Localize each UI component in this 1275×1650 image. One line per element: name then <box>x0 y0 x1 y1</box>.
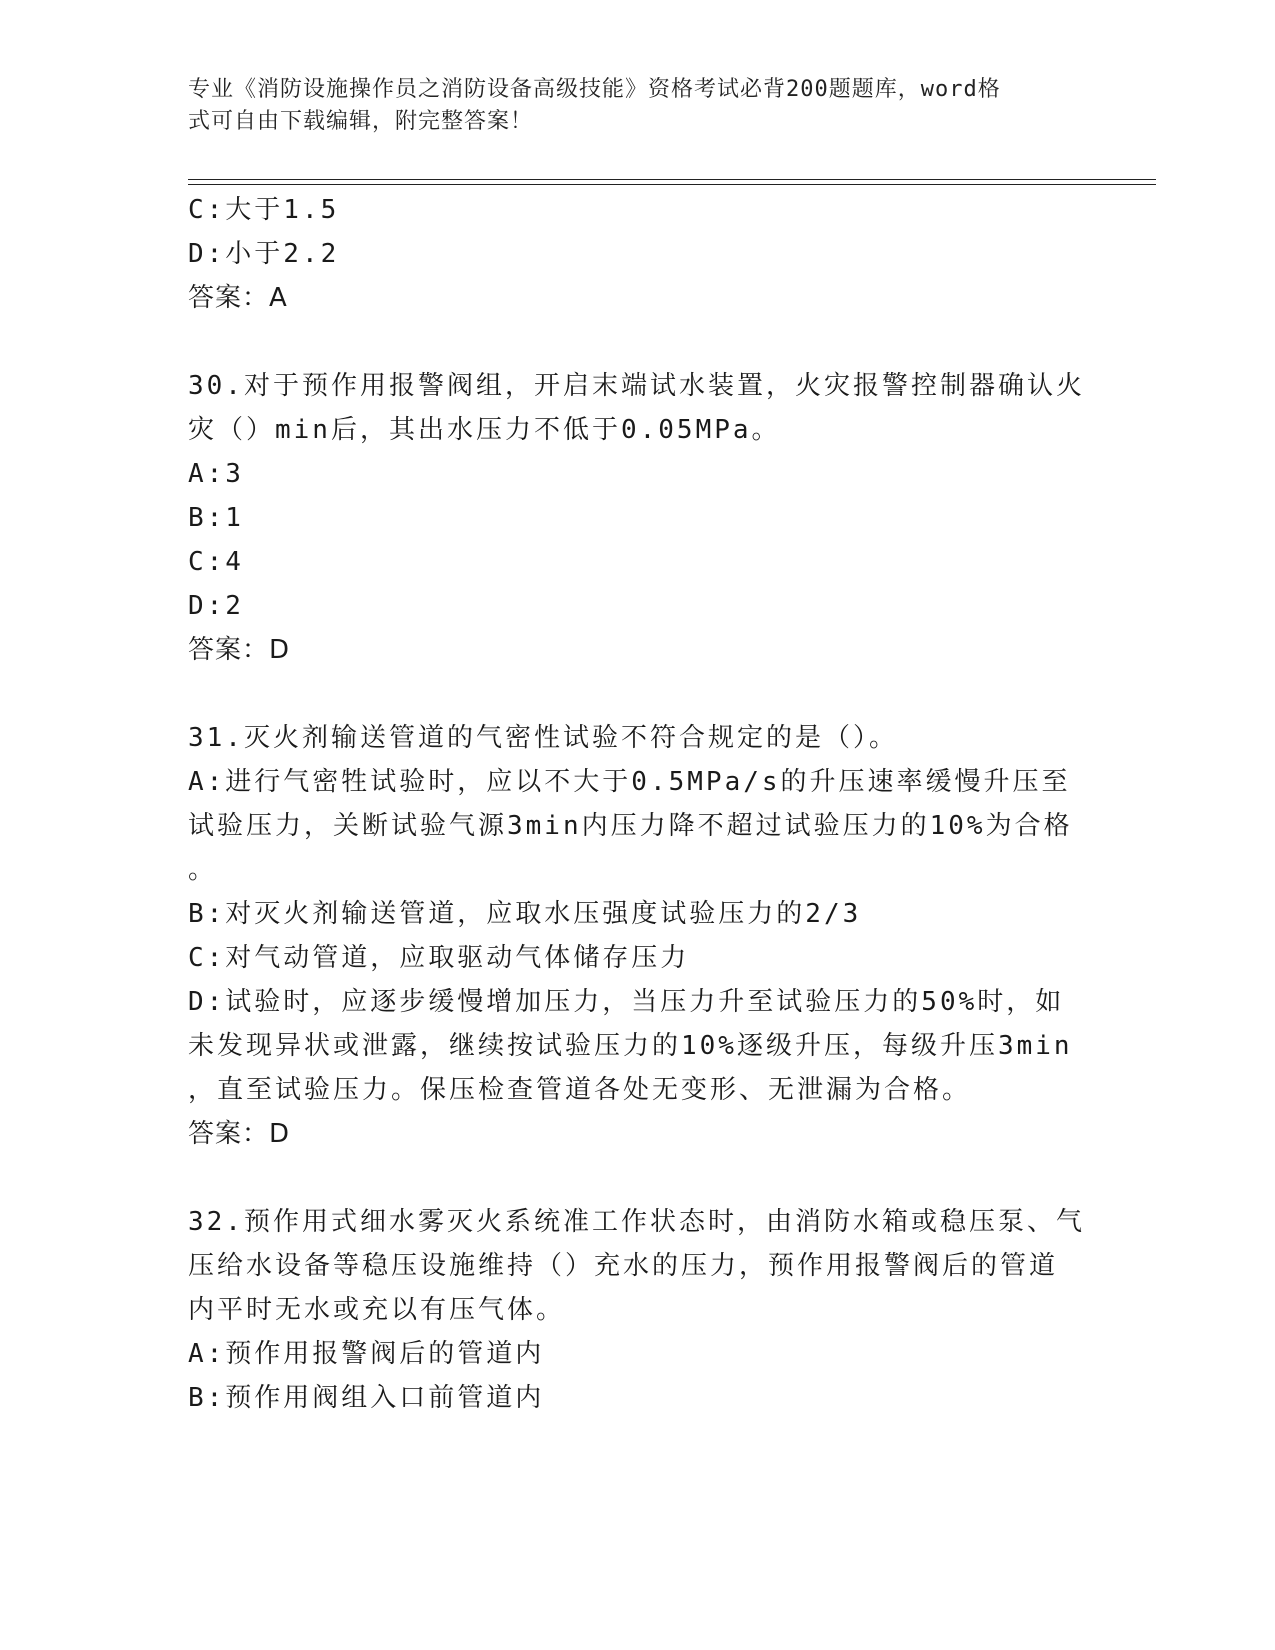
q31-option-d-line-1: D:试验时，应逐步缓慢增加压力，当压力升至试验压力的50%时，如 <box>188 987 1065 1017</box>
q31-option-d-line-2: 未发现异状或泄露，继续按试验压力的10%逐级升压，每级升压3min <box>188 1031 1073 1061</box>
q29-answer: 答案：A <box>188 283 288 313</box>
header-divider-bottom <box>188 184 1156 185</box>
header-line-2: 式可自由下载编辑，附完整答案！ <box>188 109 534 134</box>
q31-option-c: C:对气动管道，应取驱动气体储存压力 <box>188 943 690 973</box>
q30-option-a: A:3 <box>188 459 244 489</box>
q32-option-b: B:预作用阀组入口前管道内 <box>188 1383 545 1413</box>
q31-stem: 31.灭火剂输送管道的气密性试验不符合规定的是（）。 <box>188 723 898 753</box>
q29-option-c: C:大于1.5 <box>188 195 340 225</box>
q31-option-b: B:对灭火剂输送管道，应取水压强度试验压力的2/3 <box>188 899 862 929</box>
q30-stem-line-1: 30.对于预作用报警阀组，开启末端试水装置，火灾报警控制器确认火 <box>188 371 1085 401</box>
q32-option-a: A:预作用报警阀后的管道内 <box>188 1339 545 1369</box>
header-divider-top <box>188 179 1156 180</box>
q32-stem-line-1: 32.预作用式细水雾灭火系统准工作状态时，由消防水箱或稳压泵、气 <box>188 1207 1085 1237</box>
q30-stem-line-2: 灾（）min后，其出水压力不低于0.05MPa。 <box>188 415 781 445</box>
page-header <box>188 74 1068 138</box>
q31-option-a-line-3: 。 <box>188 855 218 885</box>
header-line-1: 专业《消防设施操作员之消防设备高级技能》资格考试必背200题题库，word格 <box>188 77 1001 102</box>
q31-option-a-line-2: 试验压力，关断试验气源3min内压力降不超过试验压力的10%为合格 <box>188 811 1073 841</box>
q32-stem-line-2: 压给水设备等稳压设施维持（）充水的压力，预作用报警阀后的管道 <box>188 1251 1059 1281</box>
q32-stem-line-3: 内平时无水或充以有压气体。 <box>188 1295 566 1325</box>
q30-option-d: D:2 <box>188 591 244 621</box>
q31-option-a-line-1: A:进行气密牲试验时，应以不大于0.5MPa/s的升压速率缓慢升压至 <box>188 767 1071 797</box>
q30-option-c: C:4 <box>188 547 244 577</box>
q30-answer: 答案：D <box>188 635 291 665</box>
q30-option-b: B:1 <box>188 503 244 533</box>
q31-answer: 答案：D <box>188 1119 291 1149</box>
q29-option-d: D:小于2.2 <box>188 239 340 269</box>
q31-option-d-line-3: ，直至试验压力。保压检查管道各处无变形、无泄漏为合格。 <box>188 1075 972 1105</box>
